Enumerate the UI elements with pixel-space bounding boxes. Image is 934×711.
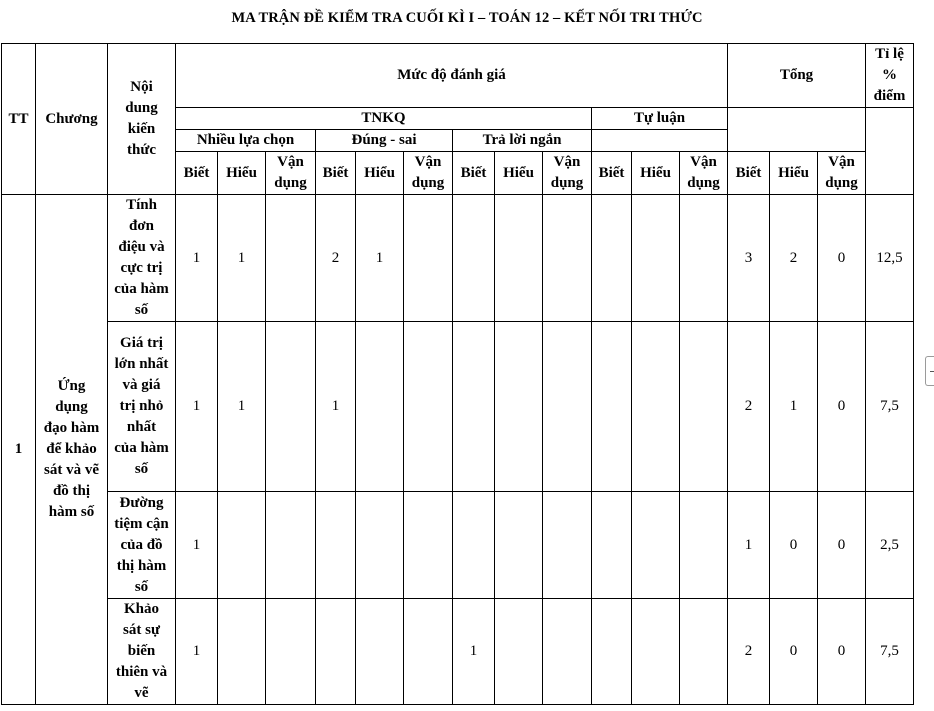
count-cell [316,599,356,705]
header-ti-le: Tỉ lệ % điểm [866,44,914,108]
header-ti-le-blank [866,108,914,195]
level-header: Biết [176,152,218,195]
count-cell [592,492,632,599]
count-cell: 2 [316,195,356,322]
count-cell [495,492,543,599]
count-cell [404,322,453,492]
level-header: Hiểu [770,152,818,195]
count-cell [543,195,592,322]
header-tu-luan: Tự luận [592,108,728,130]
count-cell: 2 [728,322,770,492]
count-cell: 1 [316,322,356,492]
count-cell [680,322,728,492]
count-cell: 1 [218,195,266,322]
level-header: Vận dụng [404,152,453,195]
count-cell: 3 [728,195,770,322]
header-dung-sai: Đúng - sai [316,130,453,152]
count-cell: 1 [453,599,495,705]
level-header: Hiểu [356,152,404,195]
table-row [2,322,914,492]
level-header: Hiểu [218,152,266,195]
header-noi-dung: Nội dung kiến thức [108,44,176,195]
level-header: Biết [453,152,495,195]
count-cell: 2 [728,599,770,705]
level-header: Vận dụng [543,152,592,195]
count-cell [632,195,680,322]
count-cell [495,322,543,492]
topic-cell: Đường tiệm cận của đồ thị hàm số [108,492,176,599]
level-header: Biết [592,152,632,195]
count-cell [495,599,543,705]
percent-cell: 7,5 [866,599,914,705]
count-cell [632,599,680,705]
count-cell [495,195,543,322]
count-cell [218,492,266,599]
count-cell: 0 [770,492,818,599]
level-header: Biết [728,152,770,195]
count-cell [592,599,632,705]
percent-cell: 12,5 [866,195,914,322]
header-row-1 [2,44,914,108]
count-cell: 1 [218,322,266,492]
header-tong: Tổng [728,44,866,108]
count-cell [543,322,592,492]
topic-cell: Khảo sát sự biến thiên và vẽ [108,599,176,705]
count-cell [543,492,592,599]
assessment-matrix-table [1,43,914,705]
count-cell: 1 [176,195,218,322]
side-panel-handle[interactable] [925,356,934,386]
chapter-number: 1 [2,195,36,705]
count-cell [404,492,453,599]
count-cell [266,599,316,705]
count-cell [266,322,316,492]
count-cell: 0 [818,599,866,705]
count-cell [266,492,316,599]
header-nhieu-lua-chon: Nhiều lựa chọn [176,130,316,152]
chapter-name: Ứng dụng đạo hàm để khảo sát và vẽ đồ thị hàm số [36,195,108,705]
count-cell: 1 [728,492,770,599]
table-row [2,195,914,322]
count-cell [266,195,316,322]
count-cell [356,322,404,492]
header-tra-loi-ngan: Trả lời ngắn [453,130,592,152]
level-header: Vận dụng [266,152,316,195]
level-header: Vận dụng [680,152,728,195]
topic-cell: Giá trị lớn nhất và giá trị nhỏ nhất của hàm số [108,322,176,492]
count-cell: 0 [818,322,866,492]
count-cell: 1 [176,322,218,492]
count-cell: 2 [770,195,818,322]
level-header: Hiểu [495,152,543,195]
table-row [2,492,914,599]
table-row [2,599,914,705]
header-tnkq: TNKQ [176,108,592,130]
count-cell [356,492,404,599]
level-header: Biết [316,152,356,195]
header-tu-luan-blank [592,130,728,152]
count-cell [592,322,632,492]
count-cell: 1 [770,322,818,492]
count-cell [218,599,266,705]
header-tong-blank [728,108,866,152]
count-cell: 1 [176,492,218,599]
count-cell [680,599,728,705]
level-header: Hiểu [632,152,680,195]
count-cell [453,492,495,599]
count-cell: 1 [176,599,218,705]
document-title: MA TRẬN ĐỀ KIỂM TRA CUỐI KÌ I – TOÁN 12 – KẾT NỐI TRI THỨC [231,10,703,26]
count-cell [632,492,680,599]
header-muc-do: Mức độ đánh giá [176,44,728,108]
count-cell: 1 [356,195,404,322]
count-cell: 0 [818,492,866,599]
count-cell [543,599,592,705]
count-cell [404,599,453,705]
count-cell [404,195,453,322]
count-cell [453,195,495,322]
percent-cell: 7,5 [866,322,914,492]
count-cell [680,492,728,599]
count-cell [356,599,404,705]
topic-cell: Tính đơn điệu và cực trị của hàm số [108,195,176,322]
count-cell [680,195,728,322]
count-cell: 0 [818,195,866,322]
header-chuong: Chương [36,44,108,195]
count-cell [453,322,495,492]
level-header: Vận dụng [818,152,866,195]
percent-cell: 2,5 [866,492,914,599]
header-tt: TT [2,44,36,195]
count-cell [632,322,680,492]
count-cell: 0 [770,599,818,705]
count-cell [592,195,632,322]
count-cell [316,492,356,599]
